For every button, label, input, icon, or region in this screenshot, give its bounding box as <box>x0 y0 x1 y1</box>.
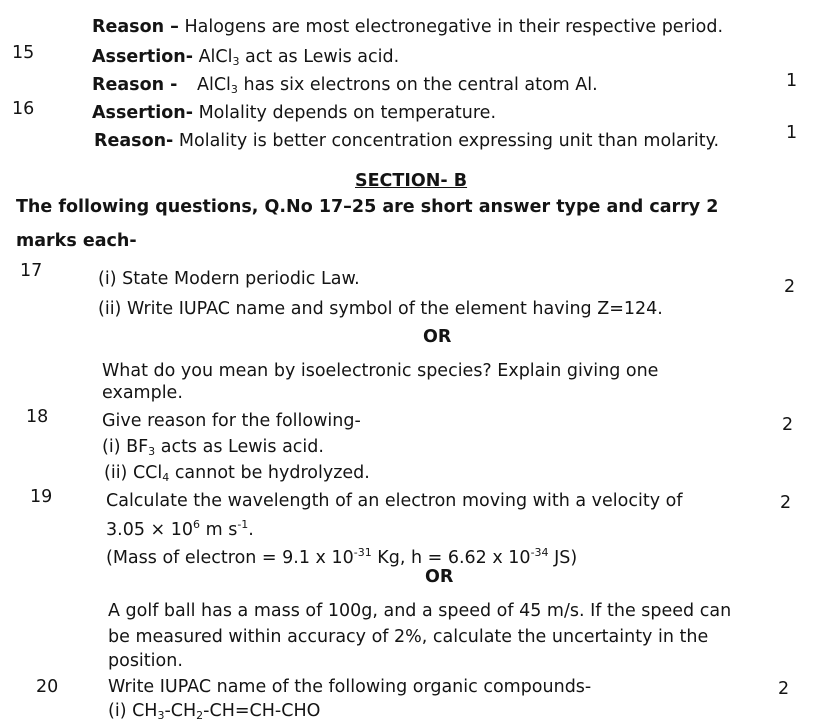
q17-part-ii: (ii) Write IUPAC name and symbol of the element having Z=124. <box>98 299 663 319</box>
marks-19: 2 <box>780 493 792 513</box>
assertion-line-15 <box>92 46 399 73</box>
reason-label: Reason- <box>94 131 174 151</box>
q19-velocity: $3.05 \times 10^6$ m $s^{-1}$. <box>106 518 254 540</box>
question-number-19: 19 <box>30 487 53 507</box>
marks-16: 1 <box>786 123 798 143</box>
question-number-17: 17 <box>20 261 43 281</box>
q19-given-data: (Mass of electron = 9.1 x $10^{-31}$ Kg, h = 6.62 x $10^{-34}$ JS) <box>106 546 578 568</box>
marks-15: 1 <box>786 71 798 91</box>
assertion-label: Assertion- <box>92 47 193 67</box>
q17-part-i: (i) State Modern periodic Law. <box>98 269 360 289</box>
reason-line-14 <box>92 16 723 38</box>
reason-label: Reason - <box>92 75 178 95</box>
q18-part-i: (i) $BF_3$ acts as Lewis acid. <box>102 437 324 458</box>
question-number-20: 20 <box>36 677 59 697</box>
reason-text: AlCl$_3$ has six electrons on the central atom Al. <box>197 75 598 96</box>
q19-alt-line1: A golf ball has a mass of 100g, and a speed of 45 m/s. If the speed can <box>108 601 732 621</box>
reason-label: Reason – <box>92 17 179 37</box>
q19-stem: Calculate the wavelength of an electron moving with a velocity of <box>106 491 683 511</box>
question-number-18: 18 <box>26 407 49 427</box>
reason-line-15 <box>92 74 598 101</box>
q20-stem: Write IUPAC name of the following organic compounds- <box>108 677 592 697</box>
assertion-text: Molality depends on temperature. <box>198 103 497 123</box>
question-number-15: 15 <box>12 43 35 63</box>
reason-line-16 <box>94 130 719 152</box>
section-title: SECTION- B <box>355 171 468 191</box>
marks-17: 2 <box>784 277 796 297</box>
section-instructions-line1: The following questions, Q.No 17–25 are short answer type and carry 2 <box>16 197 719 217</box>
reason-text: Molality is better concentration expressing unit than molarity. <box>178 131 720 151</box>
q17-alt-line2: example. <box>102 383 183 403</box>
assertion-text: AlCl$_3$ act as Lewis acid. <box>198 47 400 68</box>
marks-20: 2 <box>778 679 790 699</box>
assertion-line-16 <box>92 102 496 124</box>
or-label-17: OR <box>423 327 452 347</box>
q19-alt-line2: be measured within accuracy of 2%, calculate the uncertainty in the <box>108 627 709 647</box>
q18-stem: Give reason for the following- <box>102 411 361 431</box>
or-label-19: OR <box>425 567 454 587</box>
assertion-label: Assertion- <box>92 103 193 123</box>
question-number-16: 16 <box>12 99 35 119</box>
reason-text: Halogens are most electronegative in their respective period. <box>184 17 724 37</box>
marks-18: 2 <box>782 415 794 435</box>
q17-alt-line1: What do you mean by isoelectronic species? Explain giving one <box>102 361 659 381</box>
section-instructions-line2: marks each- <box>16 231 137 251</box>
q19-alt-line3: position. <box>108 651 183 671</box>
q20-part-i: (i) $CH_3-CH_2-CH=CH$-CHO <box>108 701 321 722</box>
q18-part-ii: (ii) CCl$_4$ cannot be hydrolyzed. <box>104 463 370 484</box>
